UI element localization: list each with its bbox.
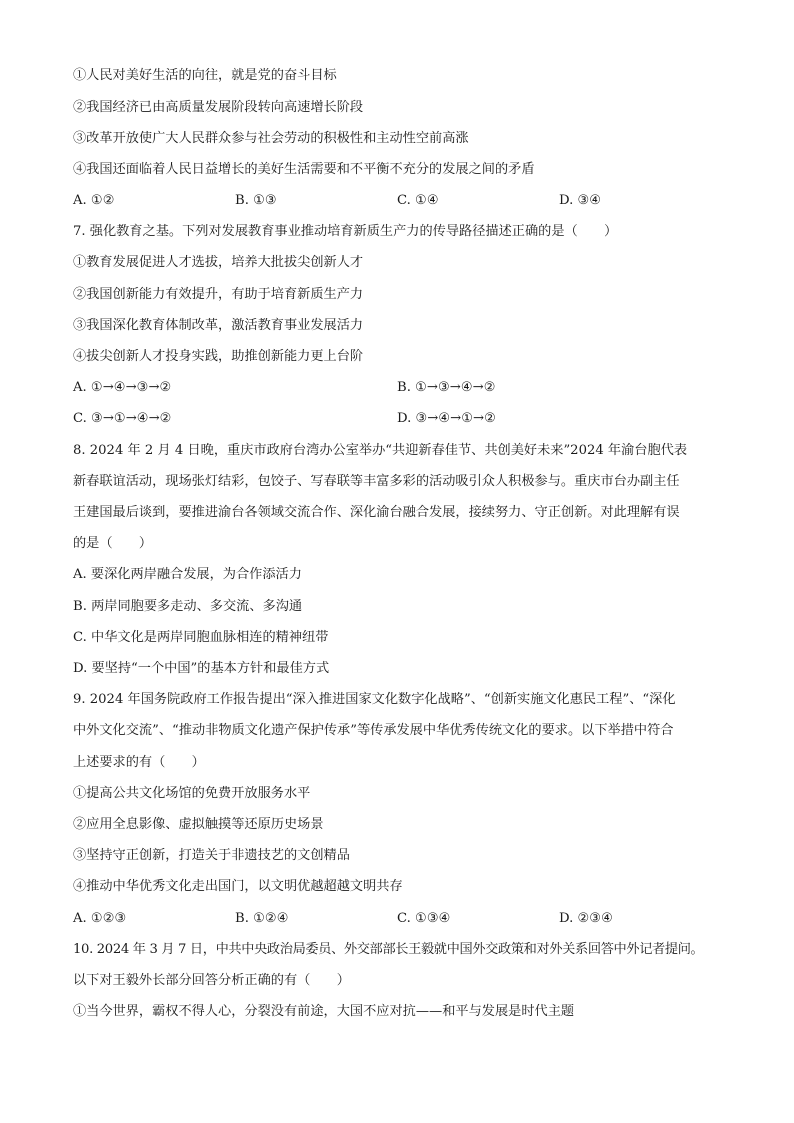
q9-option-c: C. ①③④ xyxy=(397,911,451,926)
q7-statement-2: ②我国创新能力有效提升，有助于培育新质生产力 xyxy=(73,287,364,302)
q6-statement-4: ④我国还面临着人民日益增长的美好生活需要和不平衡不充分的发展之间的矛盾 xyxy=(73,162,535,177)
q7-option-b: B. ①→③→④→② xyxy=(397,380,496,395)
q7-statement-1: ①教育发展促进人才选拔，培养大批拔尖创新人才 xyxy=(73,255,364,270)
q9-statement-3: ③坚持守正创新，打造关于非遗技艺的文创精品 xyxy=(73,848,350,863)
q8-option-a: A. 要深化两岸融合发展，为合作添活力 xyxy=(73,567,302,582)
q8-stem-line-3: 王建国最后谈到，要推进渝台各领域交流合作、深化渝台融合发展，接续努力、守正创新。对此理解有误 xyxy=(73,505,680,520)
q9-stem-line-2: 中外文化交流”、“推动非物质文化遗产保护传承”等传承发展中华优秀传统文化的要求。以下举措中符合 xyxy=(73,723,674,738)
q6-option-d: D. ③④ xyxy=(559,193,602,208)
q6-statement-3: ③改革开放使广大人民群众参与社会劳动的积极性和主动性空前高涨 xyxy=(73,131,469,146)
q7-stem: 7. 强化教育之基。下列对发展教育事业推动培育新质生产力的传导路径描述正确的是（ ） xyxy=(73,224,618,239)
q8-option-d: D. 要坚持“一个中国”的基本方针和最佳方式 xyxy=(73,661,330,676)
q7-statement-4: ④拔尖创新人才投身实践，助推创新能力更上台阶 xyxy=(73,349,364,364)
q10-statement-1: ①当今世界，霸权不得人心，分裂没有前途，大国不应对抗——和平与发展是时代主题 xyxy=(73,1004,575,1019)
q9-option-b: B. ①②④ xyxy=(235,911,289,926)
q9-stem-line-1: 9. 2024 年国务院政府工作报告提出“深入推进国家文化数字化战略”、“创新实施文化惠民工程”、“深化 xyxy=(73,692,676,707)
q9-statement-1: ①提高公共文化场馆的免费开放服务水平 xyxy=(73,786,311,801)
q9-statement-2: ②应用全息影像、虚拟触摸等还原历史场景 xyxy=(73,817,324,832)
q6-statement-2: ②我国经济已由高质量发展阶段转向高速增长阶段 xyxy=(73,100,364,115)
q10-stem-line-1: 10. 2024 年 3 月 7 日，中共中央政治局委员、外交部部长王毅就中国外交政策和对外关系回答中外记者提问。 xyxy=(73,942,704,957)
q7-option-c: C. ③→①→④→② xyxy=(73,411,172,426)
q8-stem-line-4: 的是（ ） xyxy=(73,536,153,551)
q8-option-c: C. 中华文化是两岸同胞血脉相连的精神纽带 xyxy=(73,630,329,645)
q8-stem-line-2: 新春联谊活动，现场张灯结彩，包饺子、写春联等丰富多彩的活动吸引众人积极参与。重庆市台办副主任 xyxy=(73,474,680,489)
q9-stem-line-3: 上述要求的有（ ） xyxy=(73,755,205,770)
q9-statement-4: ④推动中华优秀文化走出国门，以文明优越超越文明共存 xyxy=(73,879,403,894)
q6-statement-1: ①人民对美好生活的向往，就是党的奋斗目标 xyxy=(73,68,337,83)
q9-option-d: D. ②③④ xyxy=(559,911,613,926)
q9-option-a: A. ①②③ xyxy=(73,911,127,926)
q7-option-d: D. ③→④→①→② xyxy=(397,411,496,426)
q6-option-b: B. ①③ xyxy=(235,193,277,208)
q10-stem-line-2: 以下对王毅外长部分回答分析正确的有（ ） xyxy=(73,973,350,988)
q6-option-a: A. ①② xyxy=(73,193,115,208)
q7-statement-3: ③我国深化教育体制改革，激活教育事业发展活力 xyxy=(73,318,364,333)
q7-option-a: A. ①→④→③→② xyxy=(73,380,172,395)
q8-option-b: B. 两岸同胞要多走动、多交流、多沟通 xyxy=(73,599,303,614)
q8-stem-line-1: 8. 2024 年 2 月 4 日晚，重庆市政府台湾办公室举办“共迎新春佳节、共创美好未来”2024 年渝台胞代表 xyxy=(73,443,688,458)
q6-option-c: C. ①④ xyxy=(397,193,439,208)
